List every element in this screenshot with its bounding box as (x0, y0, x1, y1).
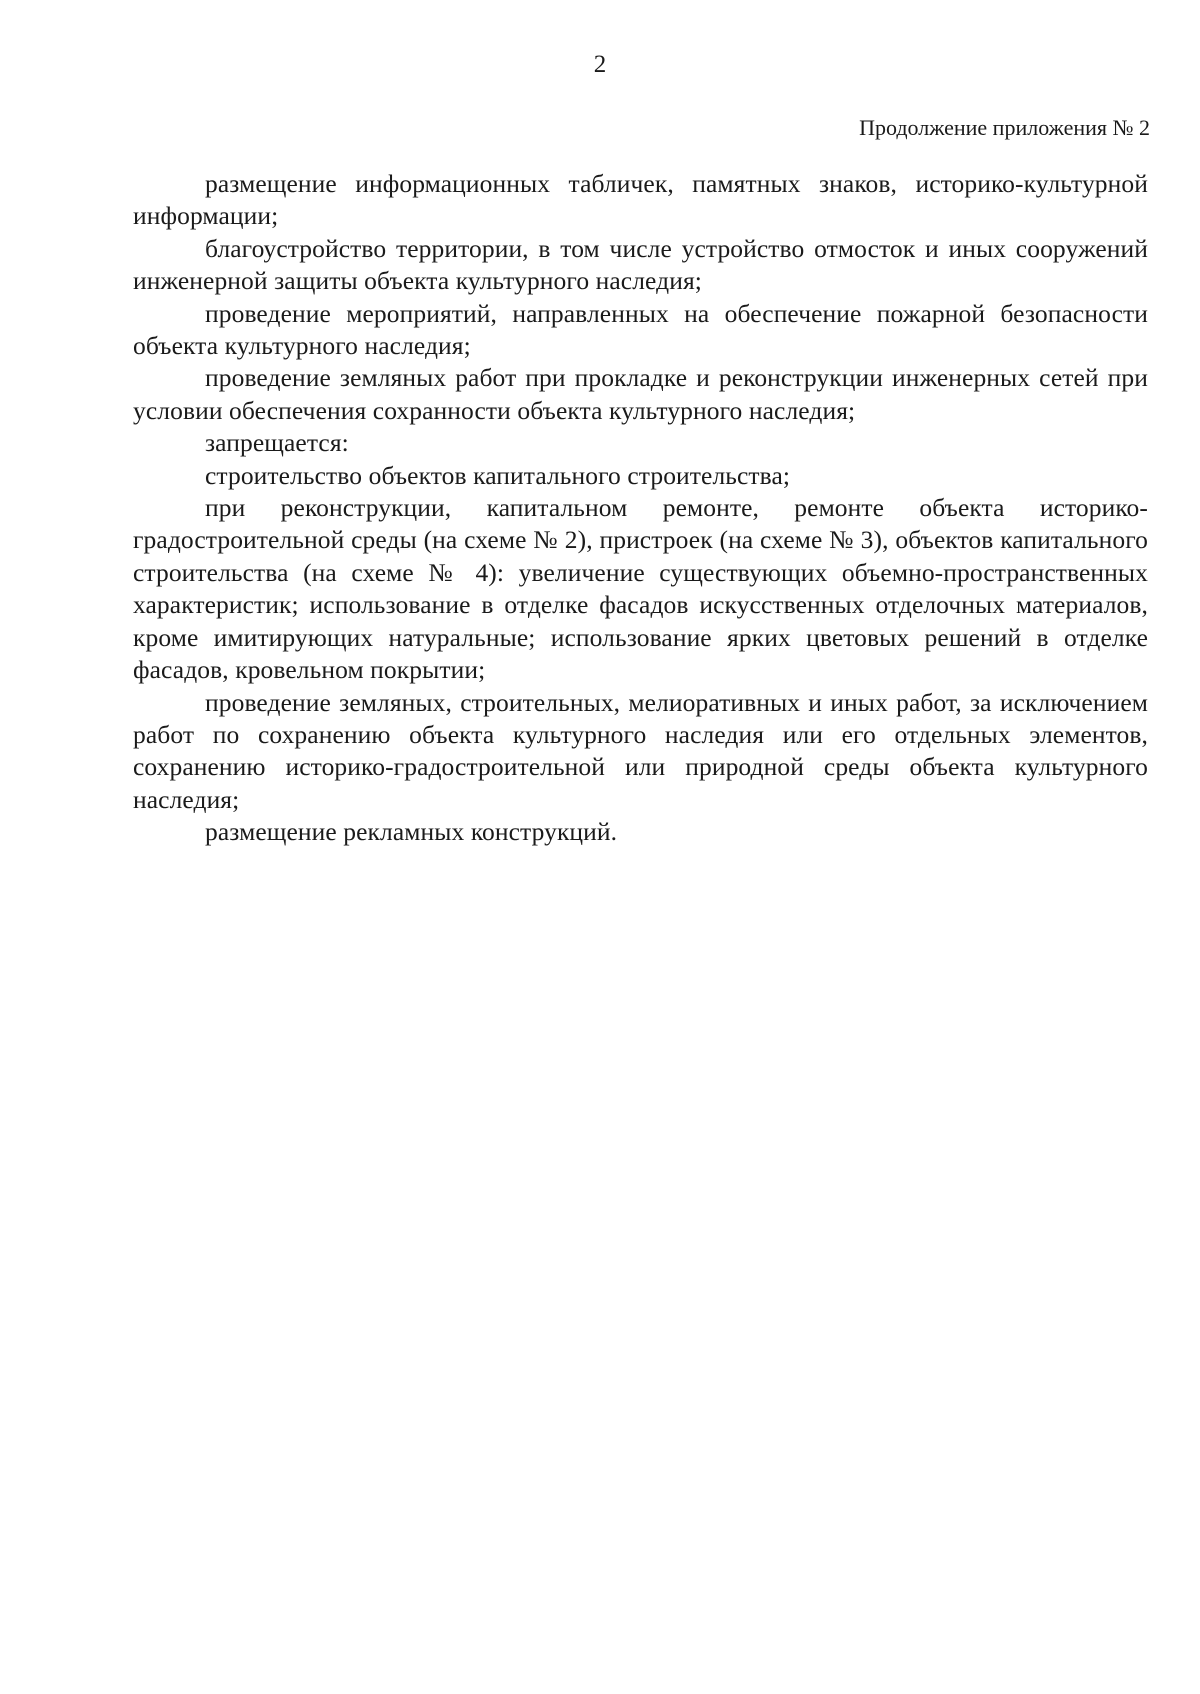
paragraph-landscaping: благоустройство территории, в том числе устройство отмосток и иных сооружений инженерной защиты объекта культурного наследия; (133, 233, 1148, 296)
paragraph-advertising-ban: размещение рекламных конструкций. (205, 817, 618, 847)
paragraph-prohibited-heading: запрещается: (205, 428, 349, 458)
paragraph-fire-safety: проведение мероприятий, направленных на обеспечение пожарной безопасности объекта культурного наследия; (133, 298, 1148, 361)
page-number: 2 (593, 51, 607, 78)
paragraph-earthworks-networks: проведение земляных работ при прокладке и реконструкции инженерных сетей при условии обеспечения сохранности объекта культурного наследия; (133, 363, 1148, 425)
paragraph-reconstruction-rules: при реконструкции, капитальном ремонте, ремонте объекта историко-градостроительной среды (на схеме № 2), пристроек (на схеме № 3), объектов капитального строительства (на схеме № 4): увеличение существующих объемно-пространственных характеристик; использование в отделке фасадов искусственных отделочных материалов, кроме имитирующих натуральные; использование ярких цветовых решений в отделке фасадов, кровельном покрытии; (133, 493, 1148, 685)
continuation-header: Продолжение приложения № 2 (859, 115, 1150, 140)
document-body (133, 168, 1148, 849)
paragraph-info-plates: размещение информационных табличек, памятных знаков, историко-культурной информации; (133, 169, 1148, 231)
paragraph-construction-ban: строительство объектов капитального строительства; (205, 460, 791, 490)
paragraph-works-ban: проведение земляных, строительных, мелиоративных и иных работ, за исключением работ по сохранению объекта культурного наследия или его отдельных элементов, сохранению историко-градостроительной или природной среды объекта культурного наследия; (133, 687, 1148, 814)
